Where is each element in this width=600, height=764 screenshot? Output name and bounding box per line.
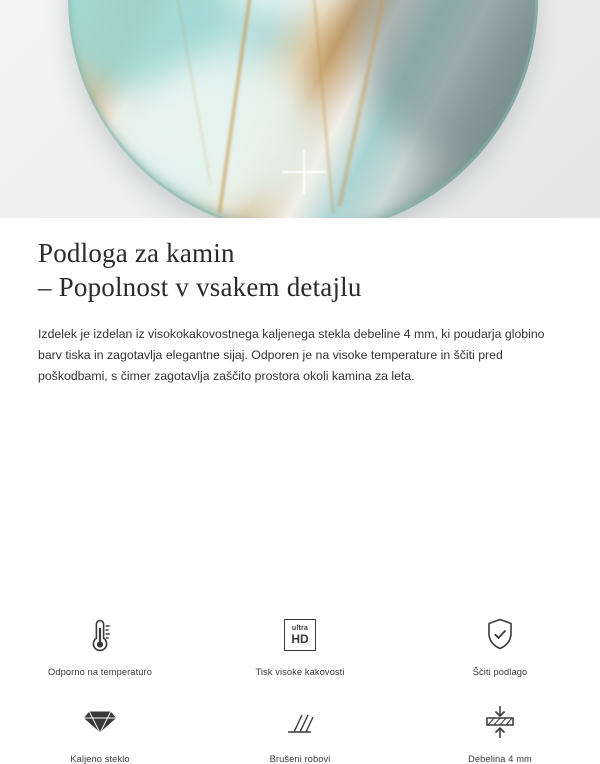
feature-label: Debelina 4 mm	[468, 754, 532, 764]
feature-label: Ščiti podlago	[472, 667, 528, 677]
content-block	[0, 218, 600, 387]
feature-label: Kaljeno steklo	[70, 754, 130, 764]
description-text	[0, 304, 600, 387]
feature-label: Brušeni robovi	[269, 754, 331, 764]
feature-polished-edges	[200, 699, 400, 764]
feature-label: Tisk visoke kakovosti	[255, 667, 345, 677]
headline-line-1: Podloga za kamin	[38, 238, 235, 268]
feature-row-1	[0, 612, 600, 677]
feature-protects-surface	[400, 612, 600, 677]
hero-image	[0, 0, 600, 218]
feature-tempered-glass	[0, 699, 200, 764]
feature-temperature-resistant	[0, 612, 200, 677]
ultra-hd-badge-top: ultra	[291, 625, 309, 632]
feature-list	[0, 612, 600, 764]
ultra-hd-icon	[284, 612, 316, 658]
feature-label: Odporno na temperaturo	[47, 667, 152, 677]
ultra-hd-badge-bottom: HD	[291, 632, 309, 646]
ultra-hd-badge	[284, 619, 316, 651]
shield-check-icon	[483, 612, 517, 658]
polished-edges-icon	[282, 699, 318, 745]
feature-print-quality	[200, 612, 400, 677]
description-paragraph: Izdelek je izdelan iz visokokakovostnega kaljenega stekla debeline 4 mm, ki poudarja globino barv tiska in zagotavlja elegantne sijaj. Odporen je na visoke temperature in ščiti pred poškodbami, s čimer zagotavlja zaščito prostora okoli kamina za leta.	[38, 327, 545, 383]
page-title	[0, 218, 600, 304]
thermometer-icon	[83, 612, 117, 658]
feature-row-2	[0, 699, 600, 764]
diamond-icon	[81, 699, 119, 745]
thickness-icon	[481, 699, 519, 745]
headline-line-2: – Popolnost v vsakem detajlu	[38, 272, 362, 302]
feature-thickness	[400, 699, 600, 764]
